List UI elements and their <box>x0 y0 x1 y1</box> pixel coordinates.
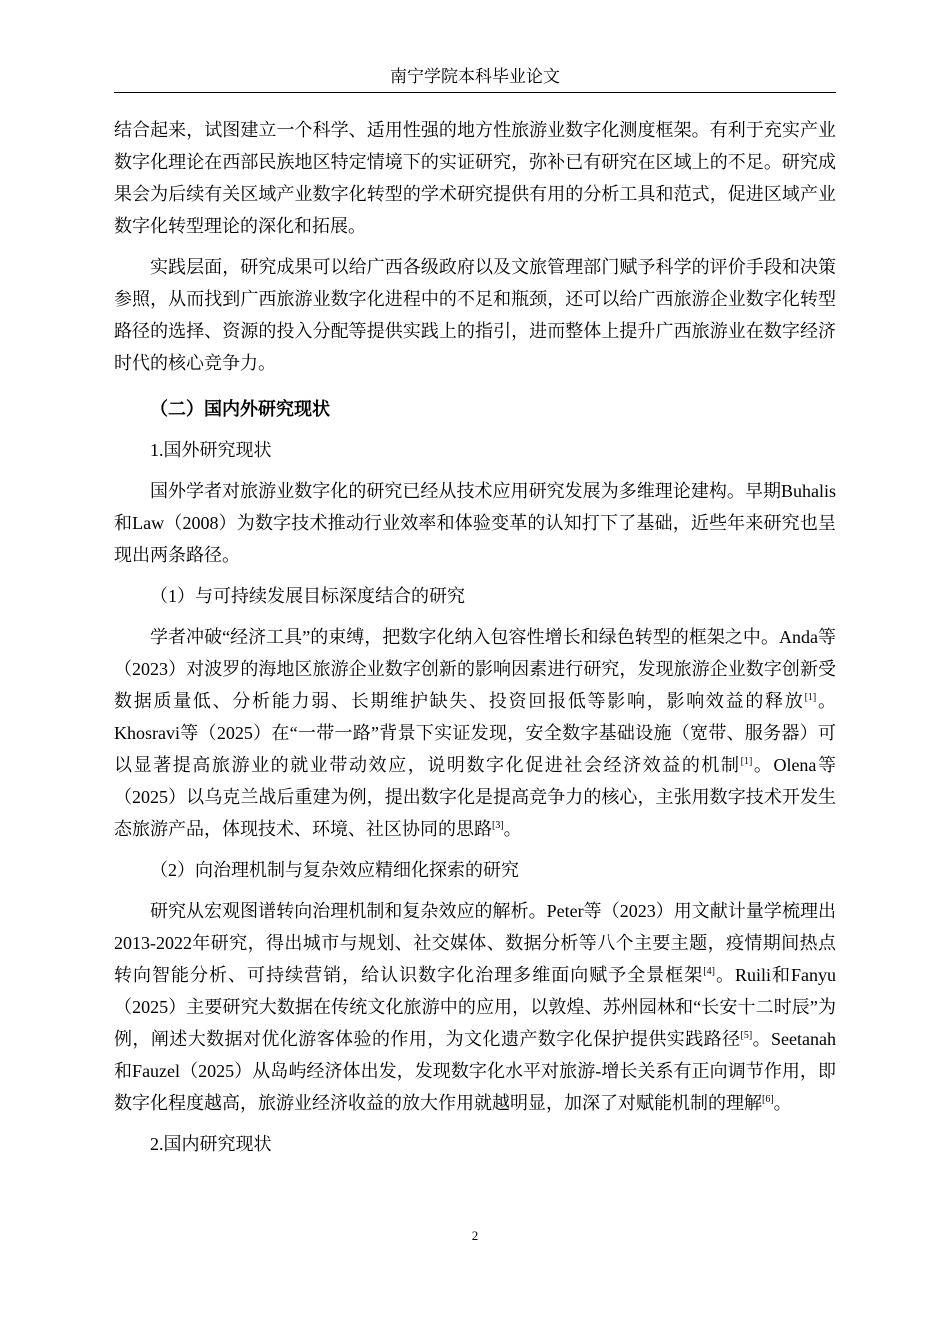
citation-ref: [1] <box>740 756 753 767</box>
paragraph-text: 。Khosravi等（2025）在“一带一路”背景下实证发现，安全数字基础设施（宽带、服务器）可以显著提高旅游业的就业带动效应，说明数字化促进社会经济效益的机制 <box>114 691 836 775</box>
citation-ref: [5] <box>740 1030 753 1041</box>
citation-ref: [6] <box>762 1094 774 1105</box>
body-text <box>114 114 836 1160</box>
citation-ref: [4] <box>703 966 715 977</box>
paragraph-practical-significance: 实践层面，研究成果可以给广西各级政府以及文旅管理部门赋予科学的评价手段和决策参照，从而找到广西旅游业数字化进程中的不足和瓶颈，还可以给广西旅游企业数字化转型路径的选择、资源的投入分配等提供实践上的指引，进而整体上提升广西旅游业在数字经济时代的核心竞争力。 <box>114 257 836 373</box>
header-divider <box>114 92 836 93</box>
paragraph-text: 。 <box>773 1093 792 1113</box>
paragraph-sustainable-development <box>114 621 836 845</box>
subheading-governance: （2）向治理机制与复杂效应精细化探索的研究 <box>150 860 519 880</box>
subheading-foreign-research: 1.国外研究现状 <box>150 440 272 460</box>
paragraph-text: 。Olena等（2025）以乌克兰战后重建为例，提出数字化是提高竞争力的核心，主张用数字技术开发生态旅游产品，体现技术、环境、社区协同的思路 <box>114 755 837 839</box>
running-header: 南宁学院本科毕业论文 <box>390 67 560 86</box>
paragraph-text: 。Seetanah和Fauzel（2025）从岛屿经济体出发，发现数字化水平对旅游-增长关系有正向调节作用，即数字化程度越高，旅游业经济收益的放大作用就越明显，加深了对赋能机制的理解 <box>114 1029 837 1113</box>
citation-ref: [3] <box>492 820 504 831</box>
paragraph-foreign-overview: 国外学者对旅游业数字化的研究已经从技术应用研究发展为多维理论建构。早期Buhalis和Law（2008）为数字技术推动行业效率和体验变革的认知打下了基础，近些年来研究也呈现出两条路径。 <box>114 481 836 565</box>
page-number: 2 <box>471 1228 479 1243</box>
subheading-domestic-research: 2.国内研究现状 <box>150 1134 272 1154</box>
paragraph-governance <box>114 895 836 1119</box>
section-heading-research-status: （二）国内外研究现状 <box>150 399 330 419</box>
paragraph-text: 。Ruili和Fanyu（2025）主要研究大数据在传统文化旅游中的应用，以敦煌、苏州园林和“长安十二时辰”为例，阐述大数据对优化游客体验的作用，为文化遗产数字化保护提供实践路径 <box>114 965 836 1049</box>
paragraph-continuation: 结合起来，试图建立一个科学、适用性强的地方性旅游业数字化测度框架。有利于充实产业数字化理论在西部民族地区特定情境下的实证研究，弥补已有研究在区域上的不足。研究成果会为后续有关区域产业数字化转型的学术研究提供有用的分析工具和范式，促进区域产业数字化转型理论的深化和拓展。 <box>114 120 836 236</box>
paragraph-text: 学者冲破“经济工具”的束缚，把数字化纳入包容性增长和绿色转型的框架之中。Anda等（2023）对波罗的海地区旅游企业数字创新的影响因素进行研究，发现旅游企业数字创新受数据质量低、分析能力弱、长期维护缺失、投资回报低等影响，影响效益的释放 <box>114 627 836 711</box>
subheading-sustainable-development: （1）与可持续发展目标深度结合的研究 <box>150 586 465 606</box>
citation-ref: [1] <box>804 692 817 703</box>
paragraph-text: 研究从宏观图谱转向治理机制和复杂效应的解析。Peter等（2023）用文献计量学梳理出2013-2022年研究，得出城市与规划、社交媒体、数据分析等八个主要主题，疫情期间热点转向智能分析、可持续营销，给认识数字化治理多维面向赋予全景框架 <box>114 901 836 985</box>
paragraph-text: 。 <box>503 819 522 839</box>
